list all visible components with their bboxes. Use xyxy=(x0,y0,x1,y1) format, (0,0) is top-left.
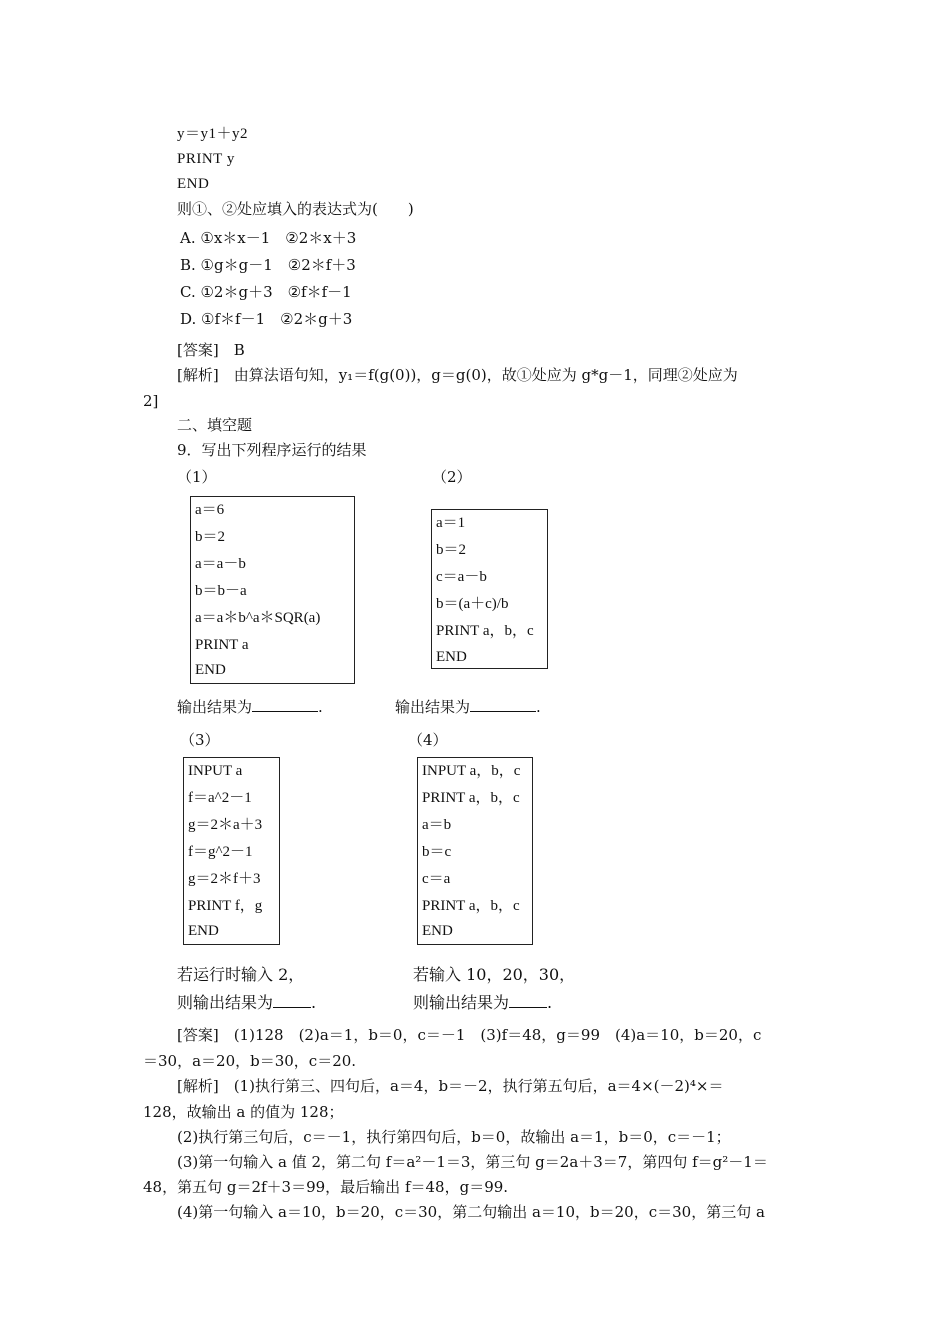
code-line: b＝c xyxy=(422,844,452,860)
code-line: a＝b xyxy=(422,817,452,833)
code-line: PRINT a，b，c xyxy=(422,898,520,914)
output-line-4 xyxy=(413,993,552,1013)
code-line: g＝2＊a＋3 xyxy=(188,817,263,833)
answer-blank[interactable] xyxy=(252,697,318,712)
question-9: 9．写出下列程序运行的结果 xyxy=(177,441,367,459)
code-line: f＝a^2－1 xyxy=(188,790,252,806)
program-box-3 xyxy=(183,757,280,945)
analysis-8-line: 2] xyxy=(143,392,159,410)
code-line: PRINT f，g xyxy=(188,898,263,914)
code-line: b＝b－a xyxy=(195,583,247,599)
analysis-9-line: (3)第一句输入 a 值 2，第二句 f＝a²－1＝3，第三句 g＝2a＋3＝7，第四句 f＝g²－1＝ xyxy=(177,1153,768,1171)
analysis-8-line: [解析] 由算法语句知，y₁＝f(g(0))，g＝g(0)，故①处应为 g*g－1，同理②处应为 xyxy=(177,366,738,384)
output-line-3 xyxy=(177,993,316,1013)
answer-blank[interactable] xyxy=(273,993,311,1008)
code-line: c＝a－b xyxy=(436,569,487,585)
program-box-2 xyxy=(431,509,548,669)
program-label: （3） xyxy=(180,731,220,749)
option-c: C. ①2＊g＋3 ②f＊f－1 xyxy=(180,283,352,301)
answer-blank[interactable] xyxy=(470,697,536,712)
analysis-9-line: [解析] (1)执行第三、四句后，a＝4，b＝－2，执行第五句后，a＝4×(－2)⁴×＝ xyxy=(177,1077,724,1095)
code-line: PRINT a，b，c xyxy=(422,790,520,806)
program-label: （1） xyxy=(177,468,217,486)
code-line: PRINT y xyxy=(177,151,235,167)
program-box-1 xyxy=(190,496,355,684)
output-label: 输出结果为 xyxy=(177,698,253,716)
code-line: END xyxy=(422,923,453,939)
code-line: a＝a＊b^a＊SQR(a) xyxy=(195,610,321,626)
code-line: b＝2 xyxy=(195,529,226,545)
analysis-9-line: (2)执行第三句后，c＝－1，执行第四句后，b＝0，故输出 a＝1，b＝0，c＝－1； xyxy=(177,1128,731,1146)
option-d: D. ①f＊f－1 ②2＊g＋3 xyxy=(180,310,353,328)
program-label: （2） xyxy=(432,468,472,486)
period: . xyxy=(547,993,553,1012)
answer-9-line: [答案] (1)128 (2)a＝1，b＝0，c＝－1 (3)f＝48，g＝99 (4)a＝10，b＝20，c xyxy=(177,1026,762,1044)
program-box-4 xyxy=(417,757,533,945)
code-line: PRINT a xyxy=(195,637,249,653)
code-line: END xyxy=(177,176,210,192)
period: . xyxy=(318,698,323,716)
code-line: b＝2 xyxy=(436,542,467,558)
output-line-1 xyxy=(177,697,323,717)
output-label: 输出结果为 xyxy=(395,698,471,716)
code-line: y＝y1＋y2 xyxy=(177,126,249,142)
question-text: 则①、②处应填入的表达式为( ) xyxy=(177,200,414,218)
code-line: g＝2＊f＋3 xyxy=(188,871,261,887)
code-line: PRINT a，b，c xyxy=(436,623,534,639)
note-input-4: 若输入 10，20，30， xyxy=(413,965,576,984)
section-heading: 二、填空题 xyxy=(177,416,253,434)
output-label: 则输出结果为 xyxy=(177,993,274,1012)
code-line: c＝a xyxy=(422,871,451,887)
option-b: B. ①g＊g－1 ②2＊f＋3 xyxy=(180,256,356,274)
analysis-9-line: 48，第五句 g＝2f＋3＝99，最后输出 f＝48，g＝99. xyxy=(143,1178,509,1196)
note-input-3: 若运行时输入 2， xyxy=(177,965,305,984)
code-line: END xyxy=(195,662,226,678)
program-label: （4） xyxy=(408,731,448,749)
code-line: INPUT a，b，c xyxy=(422,763,521,779)
period: . xyxy=(311,993,317,1012)
output-label: 则输出结果为 xyxy=(413,993,510,1012)
code-line: a＝a－b xyxy=(195,556,246,572)
code-line: END xyxy=(188,923,219,939)
code-line: b＝(a＋c)/b xyxy=(436,596,509,612)
option-a: A. ①x＊x－1 ②2＊x＋3 xyxy=(180,229,357,247)
code-line: INPUT a xyxy=(188,763,243,779)
answer-8: [答案] B xyxy=(177,341,245,359)
analysis-9-line: (4)第一句输入 a＝10，b＝20，c＝30，第二句输出 a＝10，b＝20，c＝30，第三句 a xyxy=(177,1203,765,1221)
period: . xyxy=(536,698,541,716)
answer-blank[interactable] xyxy=(509,993,547,1008)
code-line: a＝1 xyxy=(436,515,466,531)
code-line: a＝6 xyxy=(195,502,225,518)
answer-9-line: ＝30，a＝20，b＝30，c＝20. xyxy=(143,1052,357,1070)
analysis-9-line: 128，故输出 a 的值为 128； xyxy=(143,1103,344,1121)
code-line: END xyxy=(436,649,467,665)
code-line: f＝g^2－1 xyxy=(188,844,253,860)
output-line-2 xyxy=(395,697,541,717)
